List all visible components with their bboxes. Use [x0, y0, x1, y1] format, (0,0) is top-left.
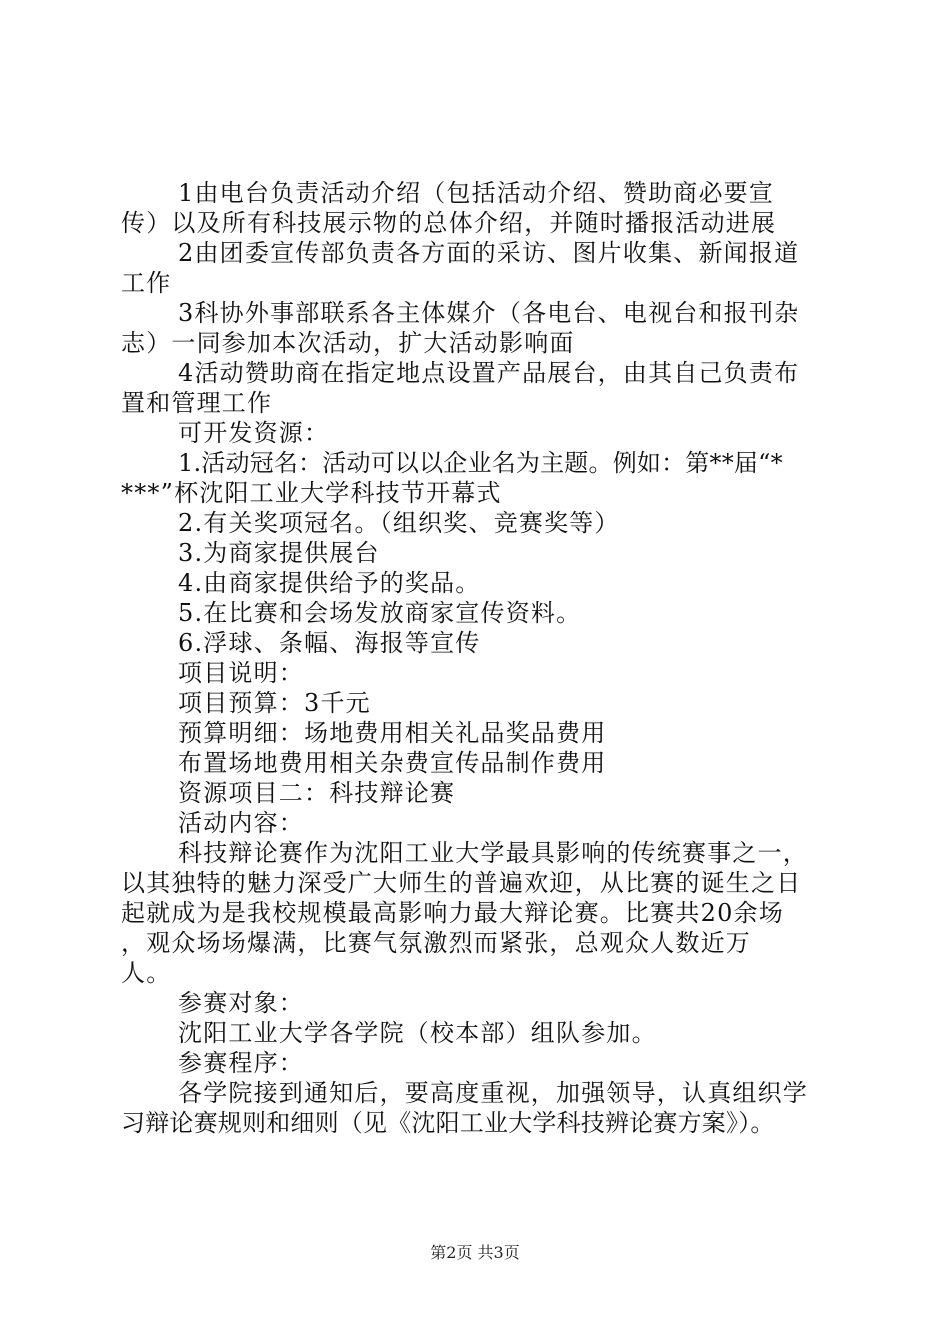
body-text-line: 置和管理工作: [121, 389, 273, 417]
body-text-line: 3科协外事部联系各主体媒介（各电台、电视台和报刊杂: [178, 299, 800, 327]
body-text-line: 传）以及所有科技展示物的总体介绍，并随时播报活动进展: [121, 209, 777, 237]
body-text-line: ，观众场场爆满，比赛气氛激烈而紧张，总观众人数近万: [121, 929, 751, 957]
section-heading: 参赛程序：: [178, 1049, 304, 1077]
page-number-footer: 第2页 共3页: [430, 1243, 520, 1262]
body-text-line: 习辩论赛规则和细则（见《沈阳工业大学科技辨论赛方案》）。: [121, 1109, 775, 1137]
body-text-line: 各学院接到通知后，要高度重视，加强领导，认真组织学: [178, 1079, 808, 1107]
body-text-line: 科技辩论赛作为沈阳工业大学最具影响的传统赛事之一，: [178, 839, 808, 867]
budget-detail-line: 预算明细：场地费用相关礼品奖品费用: [178, 719, 607, 747]
section-heading: 项目说明：: [178, 659, 304, 687]
budget-detail-line: 布置场地费用相关杂费宣传品制作费用: [178, 749, 607, 777]
body-text-line: 工作: [121, 269, 172, 297]
section-heading: 可开发资源：: [178, 419, 330, 447]
body-text-line: 2由团委宣传部负责各方面的采访、图片收集、新闻报道: [178, 239, 800, 267]
body-text-line: 1由电台负责活动介绍（包括活动介绍、赞助商必要宣: [178, 179, 775, 207]
body-text-line: 志）一同参加本次活动，扩大活动影响面: [121, 329, 575, 357]
budget-line: 项目预算：3千元: [178, 689, 371, 717]
body-text-line: 以其独特的魅力深受广大师生的普遍欢迎，从比赛的诞生之日: [121, 869, 802, 897]
section-heading: 参赛对象：: [178, 989, 304, 1017]
body-text-line: 起就成为是我校规模最高影响力最大辩论赛。比赛共20余场: [121, 899, 784, 927]
list-item: 5.在比赛和会场发放商家宣传资料。: [178, 599, 582, 627]
list-item: 3.为商家提供展台: [178, 539, 380, 567]
section-heading: 活动内容：: [178, 809, 304, 837]
section-heading: 资源项目二：科技辩论赛: [178, 779, 456, 807]
body-text-line: 人。: [121, 959, 172, 987]
list-item: 6.浮球、条幅、海报等宣传: [178, 629, 481, 657]
body-text-line: 4活动赞助商在指定地点设置产品展台，由其自己负责布: [178, 359, 800, 387]
list-item: 2.有关奖项冠名。（组织奖、竞赛奖等）: [178, 509, 620, 537]
body-text-line: 沈阳工业大学各学院（校本部）组队参加。: [178, 1019, 657, 1047]
list-item: 4.由商家提供给予的奖品。: [178, 569, 481, 597]
list-item-continuation: ***”杯沈阳工业大学科技节开幕式: [121, 479, 502, 507]
list-item: 1.活动冠名：活动可以以企业名为主题。例如：第**届“*: [178, 449, 783, 477]
